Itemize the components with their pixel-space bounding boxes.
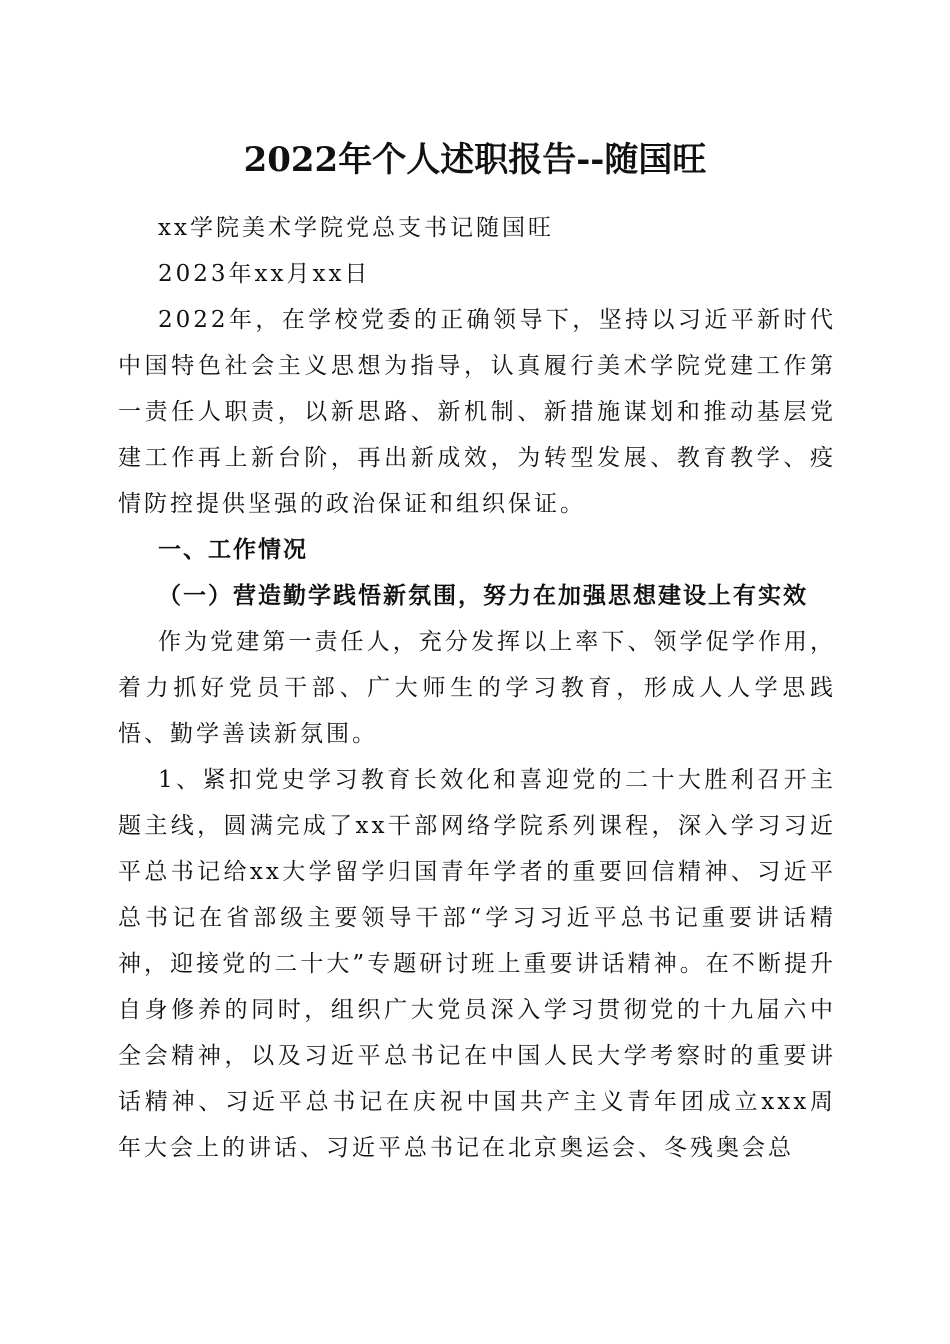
date-line: 2023年xx月xx日 (158, 261, 371, 287)
document-title: 2022年个人述职报告--随国旺 (243, 140, 707, 180)
subsection-heading: （一）营造勤学践悟新氛围，努力在加强思想建设上有实效 (158, 582, 808, 609)
document-body (118, 205, 836, 1171)
intro-paragraph: 2022年，在学校党委的正确领导下，坚持以习近平新时代中国特色社会主义思想为指导，认真履行美术学院党建工作第一责任人职责，以新思路、新机制、新措施谋划和推动基层党建工作再上新台阶，再出新成效，为转型发展、教育教学、疫情防控提供坚强的政治保证和组织保证。 (118, 307, 836, 517)
subsection-paragraph: 作为党建第一责任人，充分发挥以上率下、领学促学作用，着力抓好党员干部、广大师生的学习教育，形成人人学思践悟、勤学善读新氛围。 (118, 629, 836, 747)
author-line: xx学院美术学院党总支书记随国旺 (158, 215, 554, 241)
item-paragraph: 1、紧扣党史学习教育长效化和喜迎党的二十大胜利召开主题主线，圆满完成了xx干部网络学院系列课程，深入学习习近平总书记给xx大学留学归国青年学者的重要回信精神、习近平总书记在省部级主要领导干部“学习习近平总书记重要讲话精神，迎接党的二十大”专题研讨班上重要讲话精神。在不断提升自身修养的同时，组织广大党员深入学习贯彻党的十九届六中全会精神，以及习近平总书记在中国人民大学考察时的重要讲话精神、习近平总书记在庆祝中国共产主义青年团成立xxx周年大会上的讲话、习近平总书记在北京奥运会、冬残奥会总 (118, 767, 836, 1161)
section-heading: 一、工作情况 (158, 537, 308, 563)
